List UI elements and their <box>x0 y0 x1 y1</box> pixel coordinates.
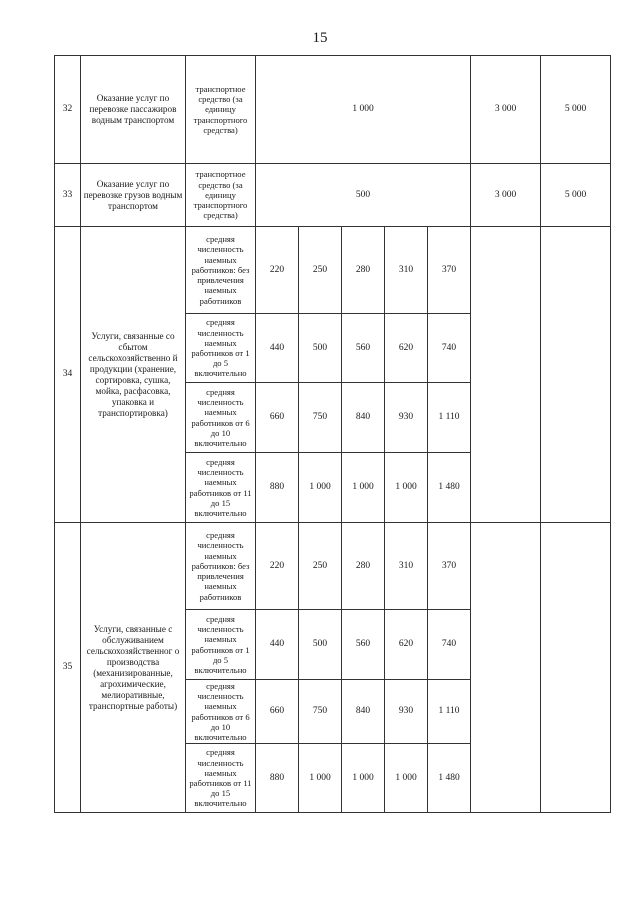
value-cell: 1 000 <box>342 744 385 813</box>
value-cell: 660 <box>256 680 299 744</box>
empty-cell <box>541 227 611 523</box>
value-cell: 620 <box>385 314 428 383</box>
service-name: Услуги, связанные с обслуживанием сельскохозяйственног о производства (механизированные, агрохимические, мелиоративные, транспортные работы) <box>81 523 186 813</box>
value-cell: 1 000 <box>385 744 428 813</box>
value-cell: 5 000 <box>541 164 611 227</box>
value-cell: 370 <box>428 227 471 314</box>
row-number: 33 <box>55 164 81 227</box>
value-cell: 560 <box>342 314 385 383</box>
service-name: Услуги, связанные со сбытом сельскохозяйственно й продукции (хранение, сортировка, сушка, мойка, расфасовка, упаковка и транспортировка) <box>81 227 186 523</box>
employee-range-label: средняя численность наемных работников от 1 до 5 включительно <box>186 610 256 680</box>
value-cell: 250 <box>299 523 342 610</box>
value-cell: 370 <box>428 523 471 610</box>
base-value: 500 <box>256 164 471 227</box>
value-cell: 440 <box>256 314 299 383</box>
service-name: Оказание услуг по перевозке грузов водным транспортом <box>81 164 186 227</box>
value-cell: 840 <box>342 680 385 744</box>
value-cell: 220 <box>256 227 299 314</box>
value-cell: 250 <box>299 227 342 314</box>
table-row <box>55 56 611 164</box>
value-cell: 280 <box>342 523 385 610</box>
value-cell: 660 <box>256 383 299 453</box>
value-cell: 310 <box>385 227 428 314</box>
value-cell: 740 <box>428 610 471 680</box>
value-cell: 1 000 <box>385 453 428 523</box>
value-cell: 440 <box>256 610 299 680</box>
employee-range-label: средняя численность наемных работников: без привлечения наемных работников <box>186 227 256 314</box>
row-number: 34 <box>55 227 81 523</box>
value-cell: 560 <box>342 610 385 680</box>
value-cell: 620 <box>385 610 428 680</box>
value-cell: 1 000 <box>299 453 342 523</box>
value-cell: 1 480 <box>428 744 471 813</box>
value-cell: 3 000 <box>471 56 541 164</box>
table-row <box>55 227 611 314</box>
row-number: 35 <box>55 523 81 813</box>
value-cell: 740 <box>428 314 471 383</box>
value-cell: 500 <box>299 610 342 680</box>
base-value: 1 000 <box>256 56 471 164</box>
value-cell: 750 <box>299 680 342 744</box>
value-cell: 310 <box>385 523 428 610</box>
value-cell: 500 <box>299 314 342 383</box>
value-cell: 1 000 <box>342 453 385 523</box>
value-cell: 3 000 <box>471 164 541 227</box>
row-number: 32 <box>55 56 81 164</box>
unit-label: транспортное средство (за единицу транспортного средства) <box>186 164 256 227</box>
table-row <box>55 164 611 227</box>
value-cell: 840 <box>342 383 385 453</box>
value-cell: 880 <box>256 453 299 523</box>
employee-range-label: средняя численность наемных работников от 11 до 15 включительно <box>186 453 256 523</box>
value-cell: 1 110 <box>428 383 471 453</box>
empty-cell <box>471 523 541 813</box>
service-name: Оказание услуг по перевозке пассажиров водным транспортом <box>81 56 186 164</box>
employee-range-label: средняя численность наемных работников от 11 до 15 включительно <box>186 744 256 813</box>
tariff-table <box>54 55 611 813</box>
value-cell: 280 <box>342 227 385 314</box>
page-number: 15 <box>312 30 328 46</box>
value-cell: 930 <box>385 680 428 744</box>
value-cell: 930 <box>385 383 428 453</box>
employee-range-label: средняя численность наемных работников от 1 до 5 включительно <box>186 314 256 383</box>
value-cell: 1 110 <box>428 680 471 744</box>
value-cell: 220 <box>256 523 299 610</box>
value-cell: 1 000 <box>299 744 342 813</box>
employee-range-label: средняя численность наемных работников от 6 до 10 включительно <box>186 383 256 453</box>
value-cell: 880 <box>256 744 299 813</box>
value-cell: 750 <box>299 383 342 453</box>
value-cell: 5 000 <box>541 56 611 164</box>
employee-range-label: средняя численность наемных работников от 6 до 10 включительно <box>186 680 256 744</box>
employee-range-label: средняя численность наемных работников: без привлечения наемных работников <box>186 523 256 610</box>
unit-label: транспортное средство (за единицу транспортного средства) <box>186 56 256 164</box>
empty-cell <box>541 523 611 813</box>
empty-cell <box>471 227 541 523</box>
value-cell: 1 480 <box>428 453 471 523</box>
table-row <box>55 523 611 610</box>
